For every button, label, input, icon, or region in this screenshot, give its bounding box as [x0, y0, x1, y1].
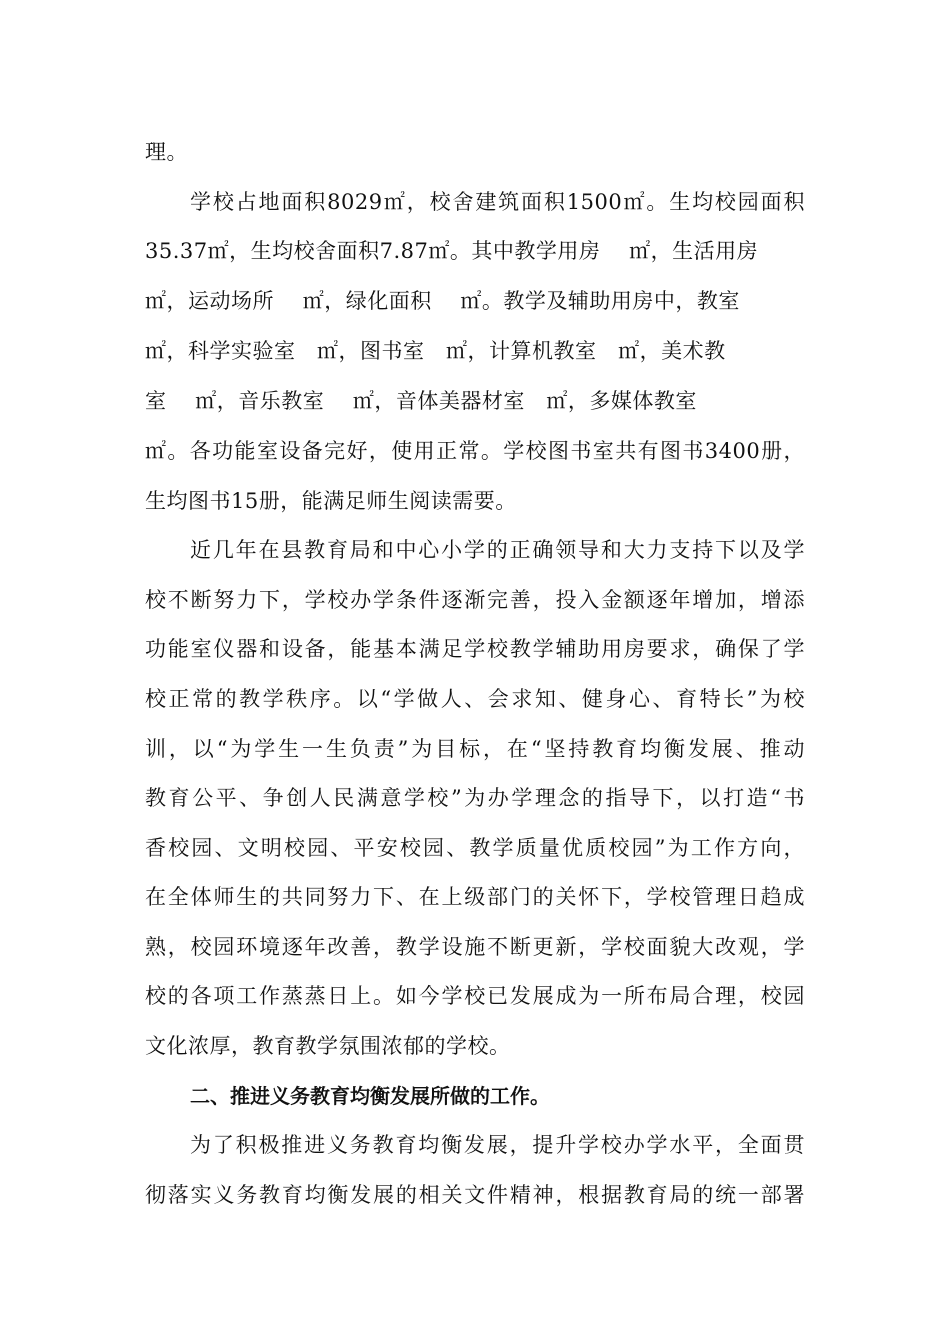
text-line: 在全体师生的共同努力下、在上级部门的关怀下，学校管理日趋成	[145, 885, 805, 909]
text-line: ㎡，运动场所 ㎡，绿化面积 ㎡。教学及辅助用房中，教室	[145, 289, 740, 313]
text-line: ㎡。各功能室设备完好，使用正常。学校图书室共有图书3400册，	[145, 439, 805, 463]
text-line: 学校占地面积8029㎡，校舍建筑面积1500㎡。生均校园面积	[190, 190, 805, 214]
text-line: 35.37㎡，生均校舍面积7.87㎡。其中教学用房 ㎡，生活用房	[145, 239, 759, 263]
text-line: 教育公平、争创人民满意学校”为办学理念的指导下，以打造“书	[145, 786, 805, 810]
text-line: 理。	[145, 140, 188, 164]
text-line: 校不断努力下，学校办学条件逐渐完善，投入金额逐年增加，增添	[145, 588, 805, 612]
text-line: 彻落实义务教育均衡发展的相关文件精神，根据教育局的统一部署	[145, 1183, 805, 1207]
text-line: 功能室仪器和设备，能基本满足学校教学辅助用房要求，确保了学	[145, 637, 805, 661]
text-line: 熟，校园环境逐年改善，教学设施不断更新，学校面貌大改观，学	[145, 935, 805, 959]
text-line: 为了积极推进义务教育均衡发展，提升学校办学水平，全面贯	[190, 1133, 805, 1157]
section-heading: 二、推进义务教育均衡发展所做的工作。	[190, 1084, 550, 1108]
text-line: 校正常的教学秩序。以“学做人、会求知、健身心、育特长”为校	[145, 687, 805, 711]
text-line: 生均图书15册，能满足师生阅读需要。	[145, 489, 517, 513]
text-line: 文化浓厚，教育教学氛围浓郁的学校。	[145, 1034, 511, 1058]
text-line: ㎡，科学实验室 ㎡，图书室 ㎡，计算机教室 ㎡，美术教	[145, 339, 726, 363]
text-line: 近几年在县教育局和中心小学的正确领导和大力支持下以及学	[190, 538, 805, 562]
text-line: 校的各项工作蒸蒸日上。如今学校已发展成为一所布局合理，校园	[145, 984, 805, 1008]
text-line: 室 ㎡，音乐教室 ㎡，音体美器材室 ㎡，多媒体教室	[145, 389, 697, 413]
text-line: 训，以“为学生一生负责”为目标，在“坚持教育均衡发展、推动	[145, 737, 805, 761]
text-line: 香校园、文明校园、平安校园、教学质量优质校园”为工作方向，	[145, 836, 805, 860]
